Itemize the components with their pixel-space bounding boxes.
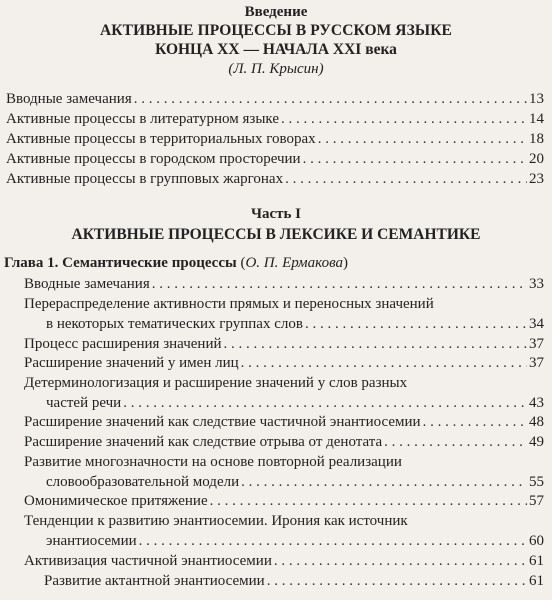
toc-entry-title-line1: Детерминологизация и расширение значений у слов разных — [24, 375, 408, 391]
toc-entry-title-line1: Тенденции к развитию энантиосемии. Ирония как источник — [24, 513, 408, 529]
toc-entry-title: Расширение значений у имен лиц — [24, 355, 239, 371]
toc-entry-title: Активизация частичной энантиосемии — [24, 553, 272, 569]
chapter-heading[interactable] — [4, 255, 348, 272]
leader-dots — [318, 129, 527, 149]
toc-entry-title-line2: частей речи — [46, 395, 122, 411]
toc-entry-page: 18 — [529, 131, 544, 147]
toc-entry-page: 13 — [529, 91, 544, 107]
toc-entry-2[interactable] — [24, 294, 544, 334]
toc-entry-intro-2[interactable] — [6, 109, 544, 129]
toc-entry-6[interactable] — [24, 412, 544, 432]
toc-entry-page: 60 — [529, 533, 544, 549]
toc-entry-page: 23 — [529, 171, 544, 187]
intro-title-line1: АКТИВНЫЕ ПРОЦЕССЫ В РУССКОМ ЯЗЫКЕ — [100, 22, 452, 39]
toc-entry-intro-4[interactable] — [6, 149, 544, 169]
toc-entry-page: 61 — [529, 573, 544, 589]
toc-entry-title-line2: в некоторых тематических группах слов — [46, 316, 303, 332]
toc-entry-intro-3[interactable] — [6, 129, 544, 149]
toc-entry-page: 49 — [529, 434, 544, 450]
leader-dots — [303, 149, 527, 169]
chapter-author-close: ) — [342, 255, 348, 271]
toc-entry-title: Развитие актантной энантиосемии — [44, 573, 265, 589]
intro-title-line2: КОНЦА XX — НАЧАЛА XXI века — [155, 41, 397, 58]
toc-entry-4[interactable] — [24, 353, 544, 373]
toc-entry-3[interactable] — [24, 334, 544, 354]
toc-entry-7[interactable] — [24, 432, 544, 452]
toc-entry-intro-1[interactable] — [6, 89, 544, 109]
toc-entry-title-line1: Перераспределение активности прямых и переносных значений — [24, 296, 434, 312]
leader-dots — [224, 334, 527, 354]
leader-dots — [152, 274, 527, 294]
leader-dots — [384, 432, 527, 452]
toc-entry-title-line1: Развитие многозначности на основе повторной реализации — [24, 454, 402, 470]
leader-dots — [281, 109, 527, 129]
toc-entry-10[interactable] — [24, 511, 544, 551]
toc-entry-page: 33 — [529, 276, 544, 292]
toc-entry-title: Вводные замечания — [24, 276, 150, 292]
toc-entry-1[interactable] — [24, 274, 544, 294]
toc-entry-9[interactable] — [24, 491, 544, 511]
intro-heading: Введение — [244, 4, 308, 20]
toc-entry-title: Вводные замечания — [6, 91, 132, 107]
toc-entry-title-line2: словообразовательной модели — [46, 474, 240, 490]
leader-dots — [134, 89, 527, 109]
toc-entry-title: Омонимическое притяжение — [24, 493, 208, 509]
toc-entry-page: 43 — [529, 395, 544, 411]
chapter-label: Глава 1. Семантические процессы — [4, 255, 237, 271]
intro-author: (Л. П. Крысин) — [228, 61, 324, 77]
toc-entry-page: 37 — [529, 336, 544, 352]
leader-dots — [241, 472, 527, 492]
toc-entry-5[interactable] — [24, 373, 544, 413]
leader-dots — [285, 169, 527, 189]
toc-entry-title: Расширение значений как следствие частичной энантиосемии — [24, 414, 421, 430]
toc-entry-page: 34 — [529, 316, 544, 332]
leader-dots — [267, 571, 527, 591]
part-heading: Часть I — [250, 206, 302, 222]
toc-entry-page: 55 — [529, 474, 544, 490]
toc-entry-intro-5[interactable] — [6, 169, 544, 189]
toc-entry-page: 61 — [529, 553, 544, 569]
toc-entry-8[interactable] — [24, 452, 544, 492]
toc-entry-title: Процесс расширения значений — [24, 336, 222, 352]
toc-entry-page: 48 — [529, 414, 544, 430]
toc-entry-page: 37 — [529, 355, 544, 371]
leader-dots — [241, 353, 527, 373]
toc-entry-title: Активные процессы в территориальных говорах — [6, 131, 316, 147]
chapter-author: О. П. Ермакова — [245, 255, 343, 271]
leader-dots — [305, 314, 527, 334]
toc-entry-11[interactable] — [24, 551, 544, 571]
part-title: АКТИВНЫЕ ПРОЦЕССЫ В ЛЕКСИКЕ И СЕМАНТИКЕ — [71, 226, 481, 243]
chapter-author-open: ( — [240, 255, 246, 271]
toc-entry-page: 14 — [529, 111, 544, 127]
toc-entry-page: 20 — [529, 151, 544, 167]
toc-entry-title: Активные процессы в городском просторечии — [6, 151, 301, 167]
toc-entry-page: 57 — [529, 493, 544, 509]
leader-dots — [210, 491, 527, 511]
leader-dots — [139, 531, 527, 551]
leader-dots — [274, 551, 527, 571]
toc-entry-title: Расширение значений как следствие отрыва от денотата — [24, 434, 383, 450]
toc-entry-title: Активные процессы в групповых жаргонах — [6, 171, 284, 187]
leader-dots — [123, 393, 527, 413]
toc-entry-title-line2: энантиосемии — [46, 533, 137, 549]
toc-entry-12[interactable] — [44, 571, 544, 591]
toc-entry-title: Активные процессы в литературном языке — [6, 111, 279, 127]
leader-dots — [423, 412, 527, 432]
